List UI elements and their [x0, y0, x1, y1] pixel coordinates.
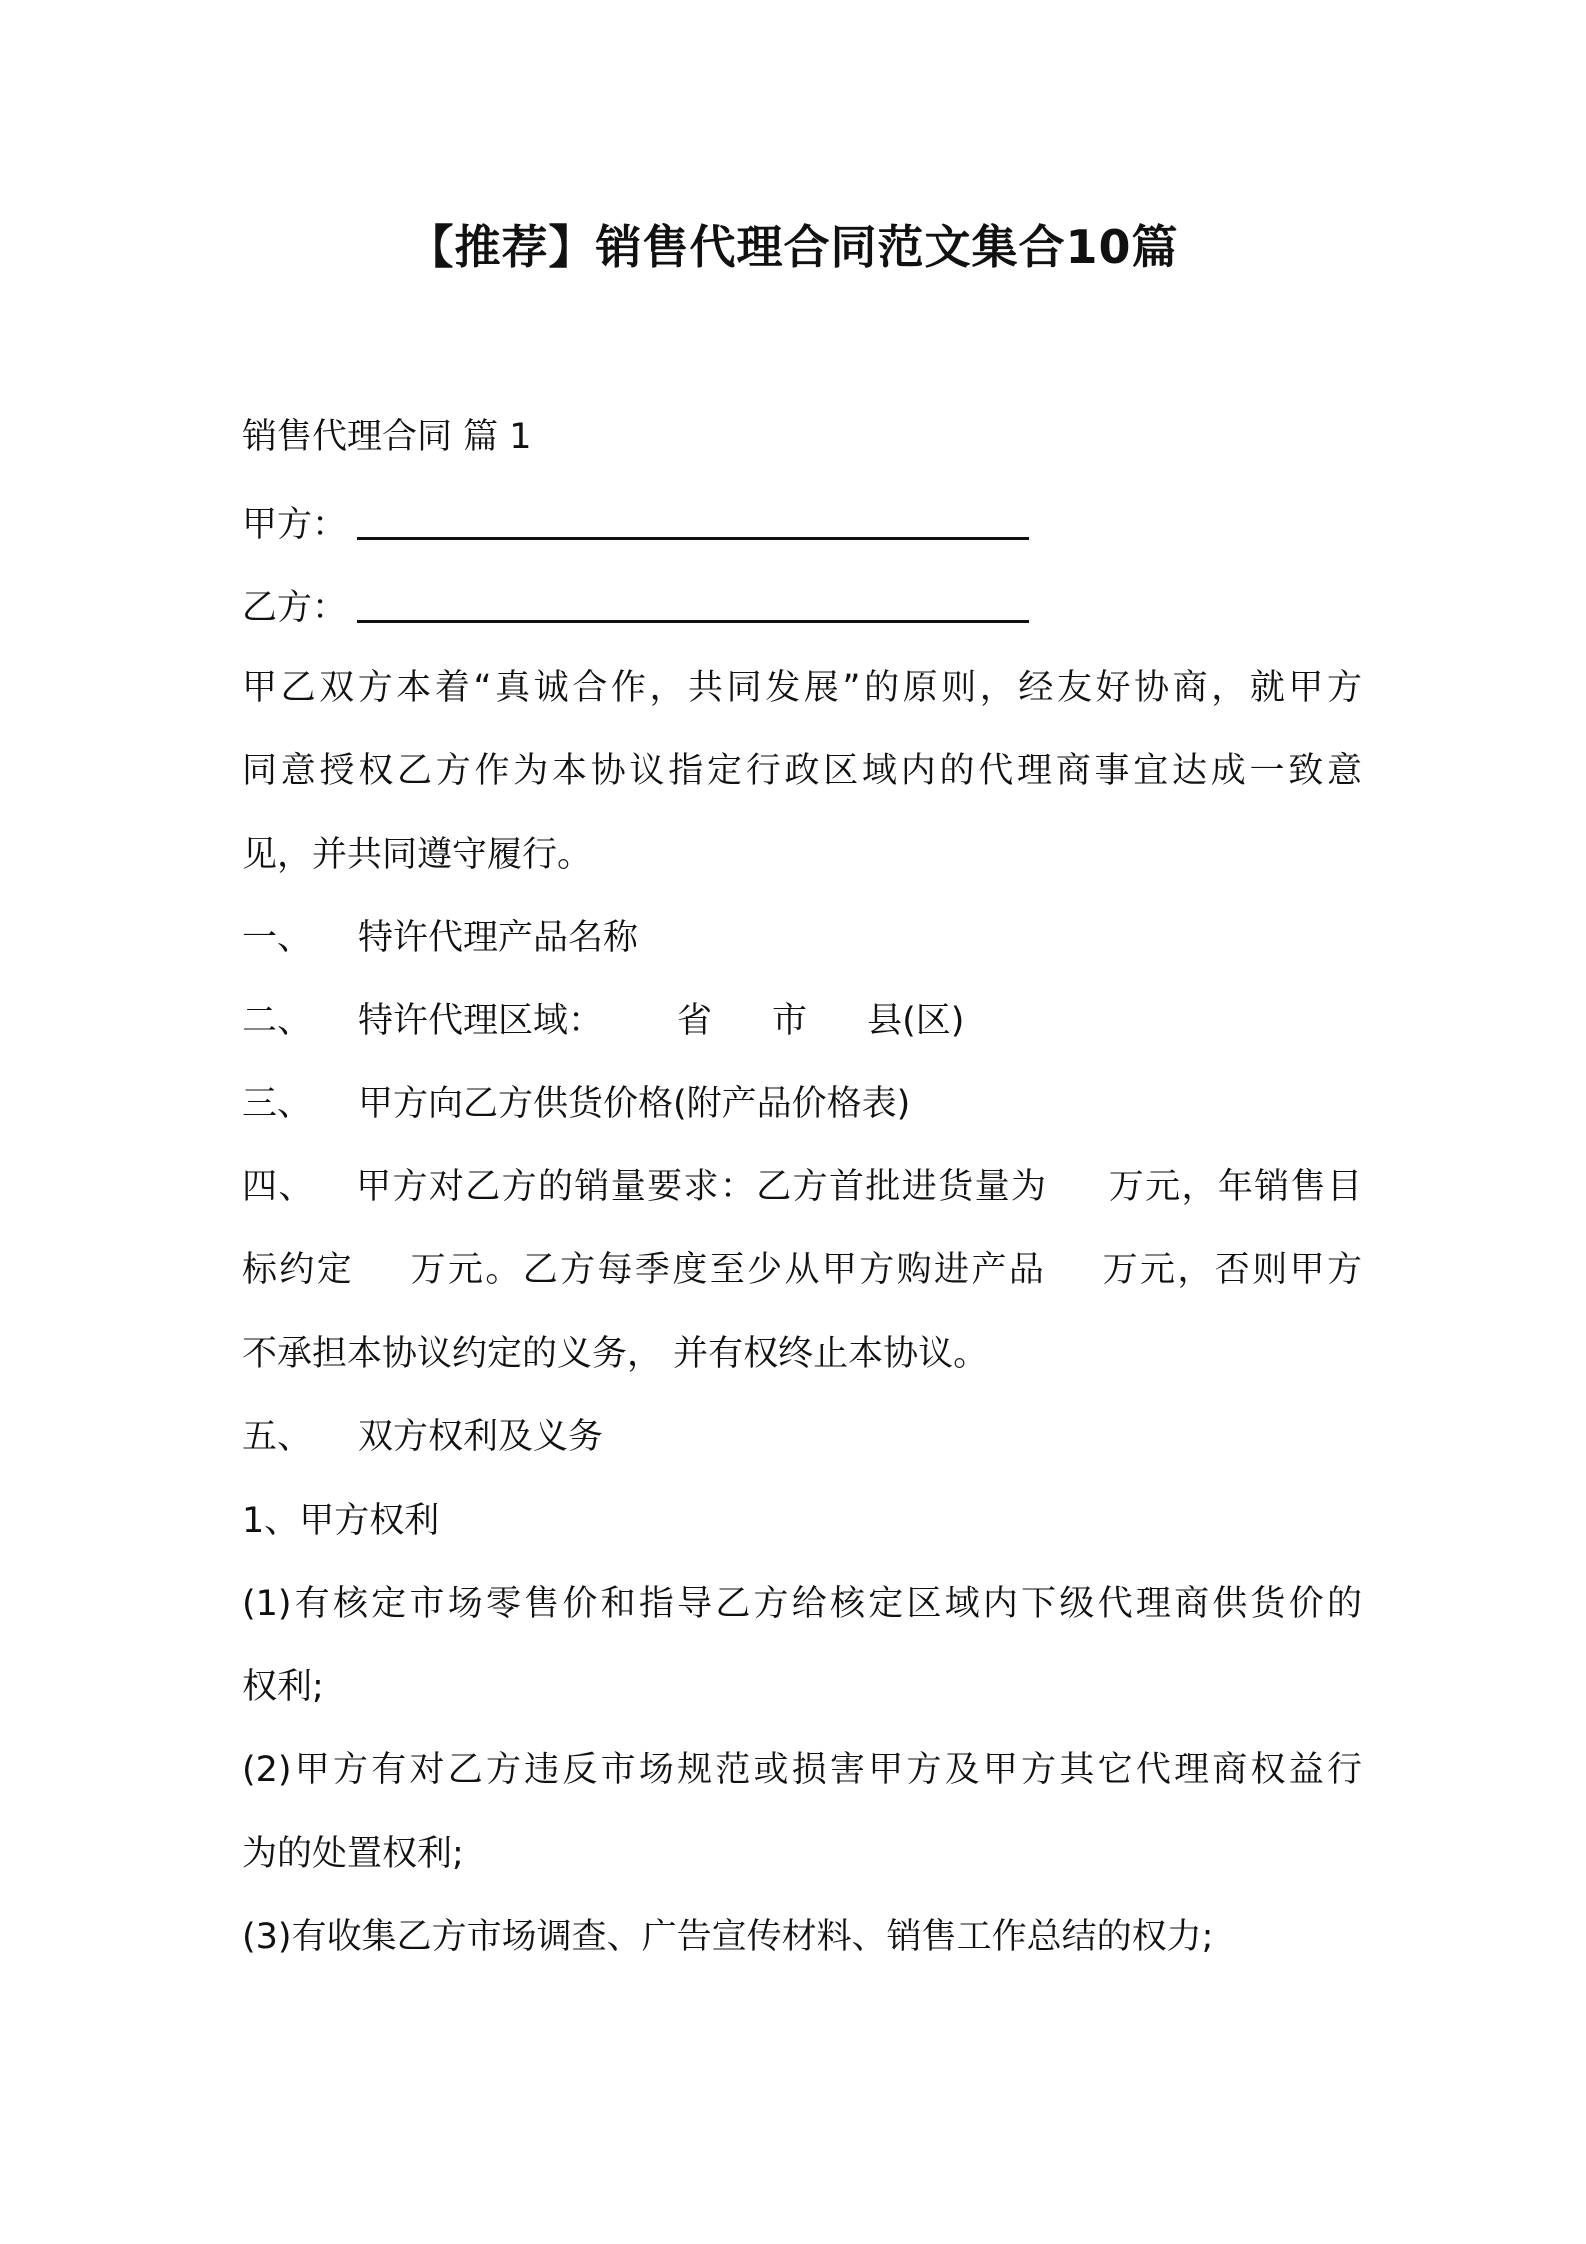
party-a-label: 甲方：: [242, 505, 348, 545]
party-a-blank: [357, 537, 1029, 540]
item-4-line-2: [242, 1245, 1362, 1295]
item-1: [242, 913, 1362, 963]
item-1-text: 特许代理产品名称: [358, 918, 639, 958]
paragraph-2-line-1: (2)甲方有对乙方违反市场规范或损害甲方及甲方其它代理商权益行: [242, 1750, 1362, 1790]
item-2-number: 二、: [242, 1001, 313, 1041]
item-2-city: 市: [772, 1001, 808, 1041]
item-5-number: 五、: [242, 1417, 313, 1457]
paragraph-1-line-1: (1)有核定市场零售价和指导乙方给核定区域内下级代理商供货价的: [242, 1584, 1362, 1624]
subheading-party-a-rights: 1、甲方权利: [242, 1501, 440, 1541]
item-2-text: 特许代理区域：: [358, 1001, 604, 1041]
paragraph-1-line-2: 权利;: [242, 1667, 324, 1707]
item-2-province: 省: [677, 1001, 713, 1041]
item-3-number: 三、: [242, 1084, 313, 1124]
party-b-label: 乙方：: [242, 588, 348, 628]
party-b-blank: [357, 620, 1029, 623]
item-5: [242, 1412, 1362, 1462]
item-4-text-c: 标约定: [242, 1250, 355, 1290]
item-4-text-b: 万元，年销售目: [1107, 1167, 1362, 1207]
intro-line-2: 同意授权乙方作为本协议指定行政区域内的代理商事宜达成一致意: [242, 751, 1362, 791]
item-4-text-d: 万元。乙方每季度至少从甲方购进产品: [408, 1250, 1047, 1290]
intro-line-3: 见，并共同遵守履行。: [242, 835, 593, 875]
item-1-number: 一、: [242, 918, 313, 958]
item-4-line-3: 不承担本协议约定的义务， 并有权终止本协议。: [242, 1334, 989, 1374]
paragraph-3: (3)有收集乙方市场调查、广告宣传材料、销售工作总结的权力;: [242, 1917, 1214, 1957]
item-4-text-e: 万元，否则甲方: [1100, 1250, 1362, 1290]
item-4-line-1: [242, 1162, 1362, 1212]
item-2-county: 县(区): [867, 1001, 965, 1041]
item-4-number: 四、: [242, 1167, 315, 1207]
item-3-text: 甲方向乙方供货价格(附产品价格表): [358, 1084, 911, 1124]
item-5-text: 双方权利及义务: [358, 1417, 604, 1457]
item-3: [242, 1079, 1362, 1129]
party-a-line: [242, 500, 1362, 550]
item-4-text-a: 甲方对乙方的销量要求：乙方首批进货量为: [354, 1167, 1048, 1207]
document-title: 【推荐】销售代理合同范文集合10篇: [407, 220, 1179, 274]
paragraph-2-line-2: 为的处置权利;: [242, 1834, 464, 1874]
party-b-line: [242, 583, 1362, 633]
section-heading: 销售代理合同 篇 1: [242, 417, 532, 457]
item-2: [242, 996, 1362, 1046]
intro-line-1: 甲乙双方本着“真诚合作，共同发展”的原则，经友好协商，就甲方: [242, 668, 1362, 708]
